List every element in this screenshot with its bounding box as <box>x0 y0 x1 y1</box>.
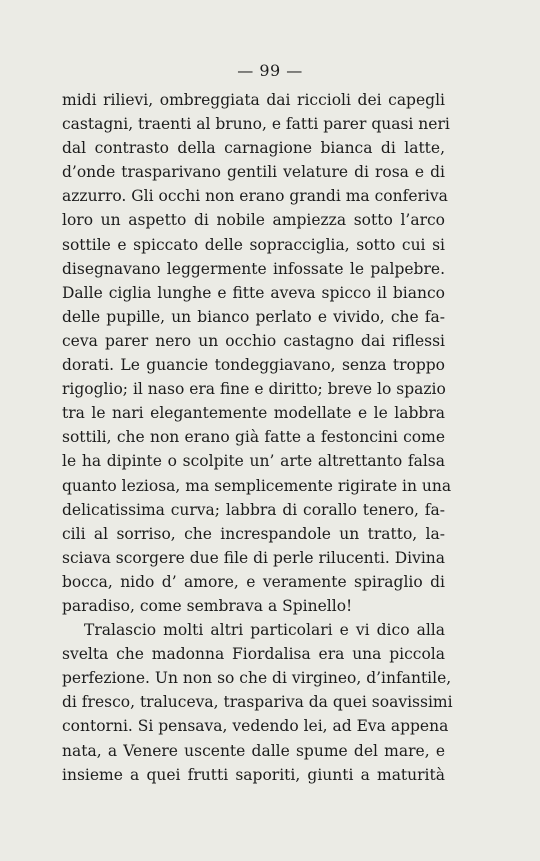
text-line: delle pupille, un bianco perlato e vivido, che fa- <box>62 307 445 326</box>
text-line: ceva parer nero un occhio castagno dai riflessi <box>62 331 445 350</box>
text-line: sottili, che non erano già fatte a festoncini come <box>62 428 445 447</box>
text-line: bocca, nido d’ amore, e veramente spiraglio di <box>62 572 445 591</box>
text-line: le ha dipinte o scolpite un’ arte altrettanto falsa <box>62 452 445 471</box>
text-line: sciava scorgere due file di perle rilucenti. Divina <box>62 548 446 567</box>
page-number: — 99 — <box>237 61 303 80</box>
text-line: svelta che madonna Fiordalisa era una piccola <box>62 645 445 664</box>
text-line: delicatissima curva; labbra di corallo tenero, fa- <box>62 500 445 519</box>
text-line: quanto leziosa, ma semplicemente rigirate in una <box>62 476 452 495</box>
text-line: dorati. Le guancie tondeggiavano, senza troppo <box>62 356 445 375</box>
text-line: perfezione. Un non so che di virgineo, d’infantile, <box>62 669 452 688</box>
text-line: disegnavano leggermente infossate le palpebre. <box>62 259 445 278</box>
text-line: tra le nari elegantemente modellate e le labbra <box>62 404 445 423</box>
text-line: cili al sorriso, che increspandole un tratto, la- <box>62 524 445 543</box>
text-line: castagni, traenti al bruno, e fatti parer quasi neri <box>62 115 450 134</box>
paragraph-end-line: paradiso, come sembrava a Spinello! <box>62 596 353 615</box>
body-text <box>62 88 453 787</box>
paragraph-start-line: Tralascio molti altri particolari e vi dico alla <box>84 621 445 640</box>
text-line: dal contrasto della carnagione bianca di latte, <box>62 139 445 158</box>
text-line: rigoglio; il naso era fine e diritto; breve lo spazio <box>62 380 446 399</box>
text-line: loro un aspetto di nobile ampiezza sotto l’arco <box>62 211 445 230</box>
text-line: azzurro. Gli occhi non erano grandi ma conferiva <box>62 187 448 206</box>
text-line: Dalle ciglia lunghe e fitte aveva spicco il bianco <box>62 283 445 302</box>
text-line: sottile e spiccato delle sopracciglia, sotto cui si <box>62 235 445 254</box>
text-line: insieme a quei frutti saporiti, giunti a maturità <box>62 765 445 784</box>
text-line: di fresco, traluceva, traspariva da quei soavissimi <box>62 693 453 712</box>
text-line: d’onde trasparivano gentili velature di rosa e di <box>62 163 445 182</box>
text-line: contorni. Si pensava, vedendo lei, ad Eva appena <box>62 717 449 736</box>
text-line: nata, a Venere uscente dalle spume del mare, e <box>62 741 445 760</box>
text-line: midi rilievi, ombreggiata dai riccioli dei capegli <box>62 91 445 109</box>
